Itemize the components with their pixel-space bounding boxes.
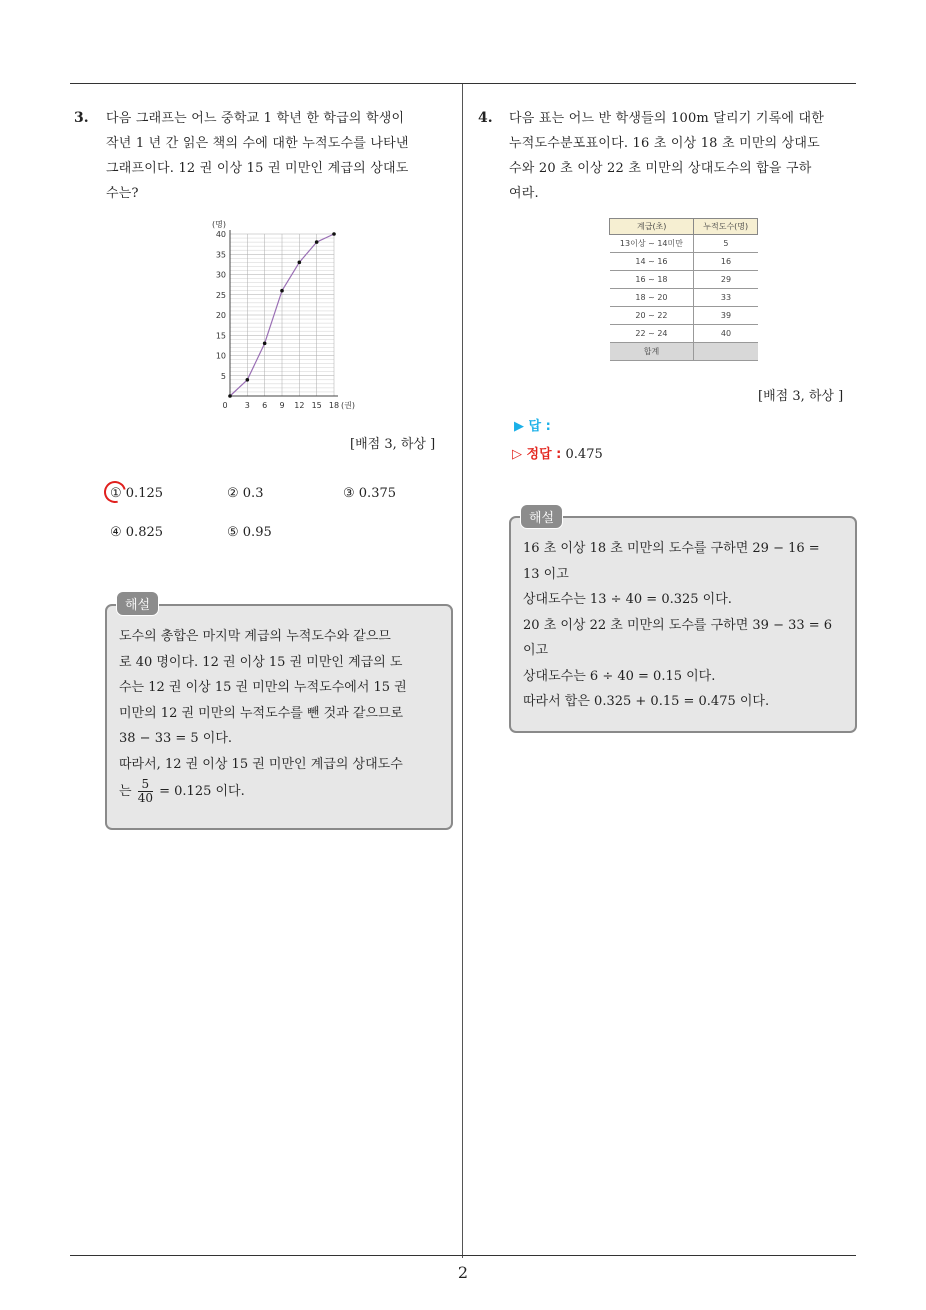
explanation-line: 이고 (523, 643, 549, 658)
explanation-line: 미만의 12 권 미만의 누적도수를 뺀 것과 같으므로 (119, 705, 404, 721)
table-row (610, 325, 758, 343)
fraction-denominator: 40 (137, 791, 153, 805)
q3-explanation-box (105, 604, 453, 830)
explanation-line: 따라서 합은 0.325 + 0.15 = 0.475 이다. (523, 694, 770, 709)
q3-score: [배점 3, 하상 ] (350, 437, 436, 452)
q4-line: 누적도수분포표이다. 16 초 이상 18 초 미만의 상대도 (509, 136, 820, 151)
q3-line: 그래프이다. 12 권 이상 15 권 미만인 계급의 상대도 (106, 161, 409, 176)
x-tick-label: 3 (244, 401, 250, 410)
choice-2[interactable]: ② 0.3 (227, 486, 264, 501)
table-total-row (610, 343, 758, 361)
explanation-line: 16 초 이상 18 초 미만의 도수를 구하면 29 − 16 = (523, 541, 820, 556)
correct-answer-label: ▷ 정답 : (512, 447, 562, 462)
q3-explanation-text (119, 624, 449, 805)
y-tick-label: 30 (215, 270, 226, 280)
data-point (263, 342, 267, 346)
table-header: 계급(초) (610, 219, 694, 235)
table-cell: 16 (694, 253, 758, 271)
x-tick-label: 9 (279, 401, 285, 410)
y-tick-label: 15 (215, 331, 226, 341)
q4-number: 4. (478, 110, 493, 126)
data-point (246, 378, 250, 382)
explanation-line: 상대도수는 6 ÷ 40 = 0.15 이다. (523, 668, 716, 684)
x-tick-label: 12 (294, 401, 305, 410)
table-cell: 29 (694, 271, 758, 289)
explanation-line: 수는 12 권 이상 15 권 미만의 누적도수에서 15 권 (119, 680, 407, 695)
q3-line: 작년 1 년 간 읽은 책의 수에 대한 누적도수를 나타낸 (106, 136, 409, 151)
column-divider (462, 84, 463, 1258)
data-point (298, 261, 302, 265)
correct-answer-row (512, 443, 603, 462)
y-axis-unit-label: (명) (212, 220, 226, 229)
table-cell: 18 ~ 20 (610, 289, 694, 307)
page-number: 2 (457, 1263, 469, 1282)
explanation-line: 도수의 총합은 마지막 계급의 누적도수와 같으므 (119, 629, 391, 644)
table-cell: 합계 (610, 343, 694, 361)
fraction-numerator: 5 (138, 778, 153, 792)
q3-line: 다음 그래프는 어느 중학교 1 학년 한 학급의 학생이 (106, 111, 405, 126)
table-header-row (610, 219, 758, 235)
q4-explanation-text (523, 536, 853, 715)
x-tick-label: 0 (222, 401, 228, 410)
table-cell: 16 ~ 18 (610, 271, 694, 289)
q3-explanation-label: 해설 (116, 591, 159, 616)
q4-explanation-label: 해설 (520, 504, 563, 529)
q4-score: [배점 3, 하상 ] (758, 389, 844, 404)
table-row (610, 271, 758, 289)
y-tick-label: 35 (215, 250, 226, 260)
data-point (315, 240, 319, 244)
table-cell: 20 ~ 22 (610, 307, 694, 325)
explanation-line: 따라서, 12 권 이상 15 권 미만인 계급의 상대도수 (119, 756, 403, 772)
bottom-rule (70, 1255, 856, 1256)
choice-4[interactable]: ④ 0.825 (110, 525, 164, 540)
table-cell: 5 (694, 235, 758, 253)
explanation-line: 상대도수는 13 ÷ 40 = 0.325 이다. (523, 592, 732, 607)
choice-5[interactable]: ⑤ 0.95 (227, 525, 272, 540)
y-tick-label: 20 (215, 311, 226, 320)
data-point (280, 289, 284, 293)
cumulative-frequency-chart (196, 212, 356, 417)
q4-text (509, 106, 861, 206)
table-header: 누적도수(명) (694, 219, 758, 235)
q3-number: 3. (74, 110, 89, 126)
table-row (610, 307, 758, 325)
q3-text (106, 106, 458, 206)
chart-grid (230, 234, 334, 396)
data-point (228, 394, 232, 398)
y-tick-label: 40 (215, 230, 226, 239)
y-tick-label: 25 (215, 290, 226, 300)
y-tick-label: 10 (215, 351, 226, 361)
x-tick-label: 15 (311, 401, 322, 410)
q4-line: 다음 표는 어느 반 학생들의 100m 달리기 기록에 대한 (509, 111, 825, 126)
q3-line: 수는? (106, 186, 139, 201)
table-row (610, 289, 758, 307)
explanation-line: 로 40 명이다. 12 권 이상 15 권 미만인 계급의 도 (119, 654, 403, 670)
answer-input-label[interactable]: ▶ 답 : (514, 419, 551, 434)
explanation-line-fraction (119, 778, 449, 805)
table-cell: 33 (694, 289, 758, 307)
table-row (610, 235, 758, 253)
x-tick-label: 6 (262, 401, 268, 410)
table-cell: 13이상 ~ 14미만 (610, 235, 694, 253)
explanation-line: 38 − 33 = 5 이다. (119, 731, 233, 746)
chart-ticks (212, 219, 355, 410)
q4-line: 수와 20 초 이상 22 초 미만의 상대도수의 합을 구하 (509, 161, 812, 176)
y-tick-label: 5 (220, 371, 226, 381)
chart-axes (230, 230, 338, 396)
q4-explanation-box (509, 516, 857, 733)
explanation-suffix: = 0.125 이다. (159, 784, 245, 799)
table-cell: 14 ~ 16 (610, 253, 694, 271)
correct-answer-value: 0.475 (565, 447, 603, 462)
data-point (332, 232, 336, 236)
choice-3[interactable]: ③ 0.375 (343, 486, 397, 501)
table-row (610, 253, 758, 271)
explanation-line: 13 이고 (523, 566, 569, 582)
table-cell: 40 (694, 325, 758, 343)
table-cell (694, 343, 758, 361)
choice-1[interactable]: ① 0.125 (110, 486, 164, 501)
explanation-prefix: 는 (119, 784, 132, 799)
table-cell: 39 (694, 307, 758, 325)
x-tick-label: 18 (328, 401, 340, 410)
x-axis-unit-label: (권) (341, 401, 355, 410)
top-rule (70, 83, 856, 84)
explanation-line: 20 초 이상 22 초 미만의 도수를 구하면 39 − 33 = 6 (523, 617, 833, 633)
q4-line: 여라. (509, 186, 539, 201)
table-cell: 22 ~ 24 (610, 325, 694, 343)
fraction (138, 778, 153, 805)
cumulative-frequency-table (609, 218, 758, 361)
